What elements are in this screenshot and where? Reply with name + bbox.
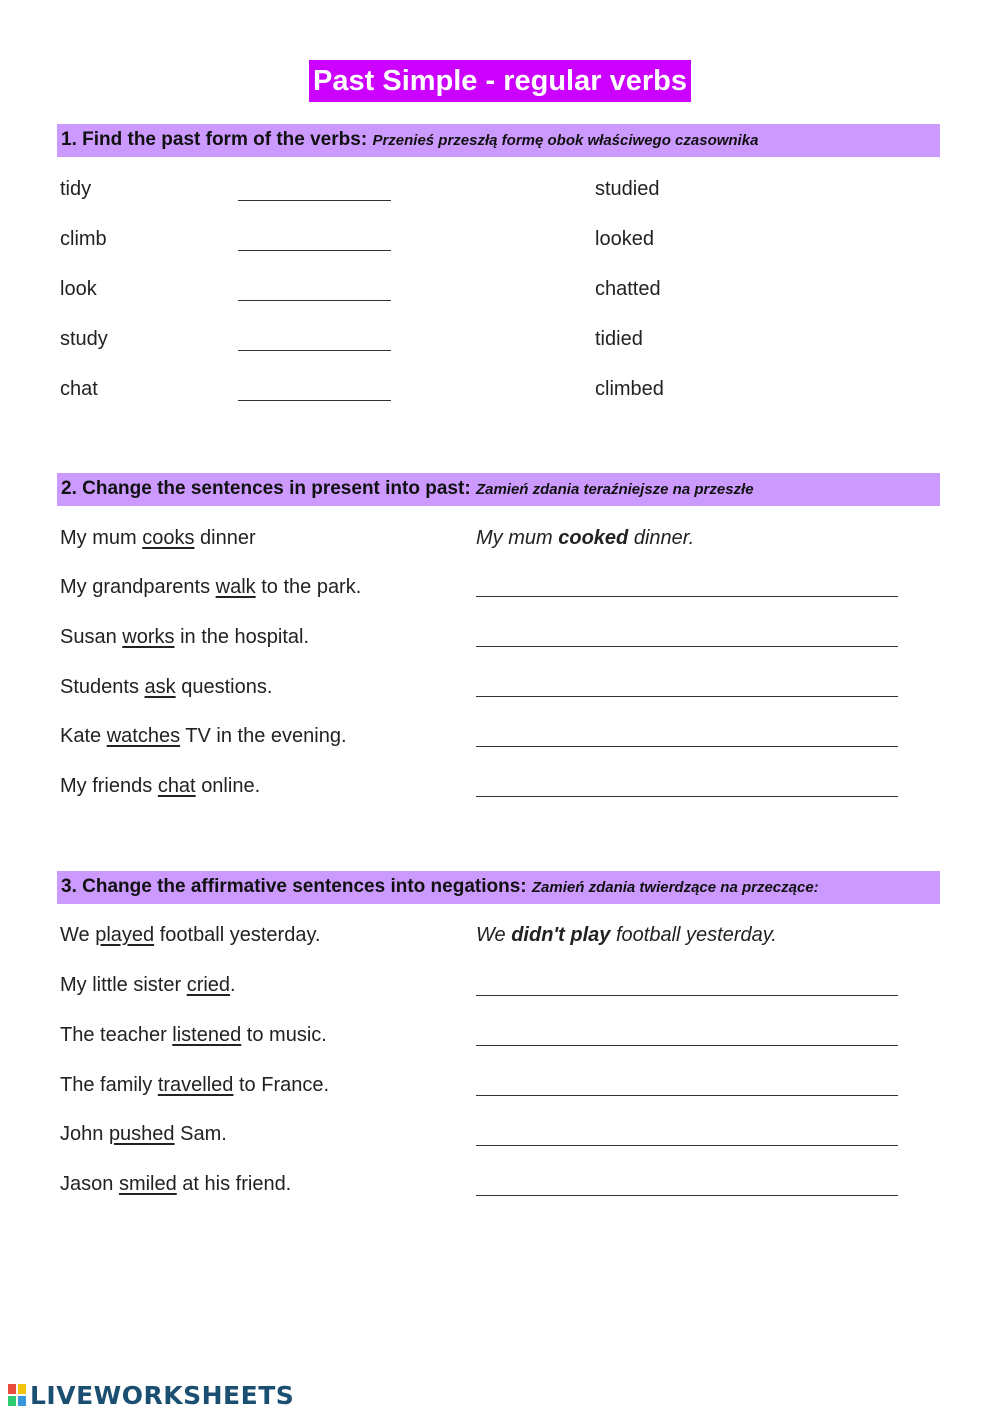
s3-example-answer xyxy=(476,922,777,948)
s3-example-post: football yesterday. xyxy=(615,924,777,946)
s3-answer-blank-6[interactable] xyxy=(476,1195,898,1196)
s3-verb-2: cried xyxy=(186,974,231,996)
s2-answer-blank-3[interactable] xyxy=(476,646,898,647)
s2-pre-5: Kate xyxy=(60,725,102,747)
verb-tidy: tidy xyxy=(60,178,92,200)
section1-title: 1. Find the past form of the verbs: xyxy=(61,129,368,150)
answer-studied[interactable]: studied xyxy=(595,178,660,200)
answer-looked[interactable]: looked xyxy=(595,228,654,250)
page-title: Past Simple - regular verbs xyxy=(309,60,691,102)
s2-post-5: TV in the evening. xyxy=(185,725,347,747)
s2-sentence-2 xyxy=(60,574,361,600)
section1-heading xyxy=(57,124,940,157)
answer-chatted[interactable]: chatted xyxy=(595,278,661,300)
s2-pre-3: Susan xyxy=(60,626,117,648)
s3-verb-5: pushed xyxy=(108,1123,175,1145)
s2-verb-4: ask xyxy=(144,676,176,698)
s3-sentence-4 xyxy=(60,1072,329,1098)
s3-answer-blank-2[interactable] xyxy=(476,995,898,996)
s2-sentence-3 xyxy=(60,624,309,650)
s3-post-5: Sam. xyxy=(180,1123,227,1145)
s2-example-pre: My mum xyxy=(476,527,553,549)
s3-post-2: . xyxy=(230,974,236,996)
verb-blank-4[interactable] xyxy=(238,350,391,351)
s3-verb-1: played xyxy=(95,924,155,946)
s3-answer-blank-5[interactable] xyxy=(476,1145,898,1146)
s2-answer-blank-4[interactable] xyxy=(476,696,898,697)
s2-verb-2: walk xyxy=(215,576,256,598)
s3-verb-6: smiled xyxy=(118,1173,177,1195)
s2-sentence-6 xyxy=(60,773,260,799)
logo-text: LIVEWORKSHEETS xyxy=(30,1380,295,1410)
s3-sentence-2 xyxy=(60,972,236,998)
s3-pre-5: John xyxy=(60,1123,104,1145)
answer-tidied[interactable]: tidied xyxy=(595,328,643,350)
s2-answer-blank-5[interactable] xyxy=(476,746,898,747)
s3-sentence-5 xyxy=(60,1121,227,1147)
section3-title: 3. Change the affirmative sentences into negations: xyxy=(61,876,527,897)
liveworksheets-logo xyxy=(8,1380,294,1410)
s2-verb-3: works xyxy=(122,626,175,648)
s2-pre-4: Students xyxy=(60,676,139,698)
verb-look: look xyxy=(60,278,97,300)
verb-blank-1[interactable] xyxy=(238,200,391,201)
s2-post-4: questions. xyxy=(181,676,273,698)
s3-example-verb: didn't play xyxy=(511,924,611,946)
verb-study: study xyxy=(60,328,108,350)
s2-example-post: dinner. xyxy=(633,527,695,549)
s3-pre-1: We xyxy=(60,924,90,946)
s3-post-3: to music. xyxy=(246,1024,327,1046)
s3-sentence-1 xyxy=(60,922,321,948)
section2-title: 2. Change the sentences in present into past: xyxy=(61,478,471,499)
s2-sentence-1 xyxy=(60,525,256,551)
verb-blank-5[interactable] xyxy=(238,400,391,401)
verb-chat: chat xyxy=(60,378,98,400)
s2-example-verb: cooked xyxy=(558,527,629,549)
s3-verb-3: listened xyxy=(172,1024,242,1046)
answer-climbed[interactable]: climbed xyxy=(595,378,664,400)
s3-post-6: at his friend. xyxy=(182,1173,292,1195)
s3-post-4: to France. xyxy=(238,1074,330,1096)
s3-example-pre: We xyxy=(476,924,506,946)
s3-answer-blank-4[interactable] xyxy=(476,1095,898,1096)
section3-heading xyxy=(57,871,940,904)
s2-pre-2: My grandparents xyxy=(60,576,211,598)
s2-answer-blank-6[interactable] xyxy=(476,796,898,797)
verb-blank-2[interactable] xyxy=(238,250,391,251)
s2-verb-5: watches xyxy=(106,725,181,747)
verb-climb: climb xyxy=(60,228,107,250)
s2-answer-blank-2[interactable] xyxy=(476,596,898,597)
s3-pre-4: The family xyxy=(60,1074,153,1096)
s3-pre-2: My little sister xyxy=(60,974,182,996)
s2-post-6: online. xyxy=(201,775,261,797)
section3-subtitle: Zamień zdania twierdzące na przeczące: xyxy=(531,879,819,896)
s2-post-3: in the hospital. xyxy=(180,626,310,648)
s3-sentence-3 xyxy=(60,1022,327,1048)
s2-example-answer xyxy=(476,525,694,551)
logo-squares-icon xyxy=(8,1384,26,1406)
s2-post-2: to the park. xyxy=(261,576,362,598)
s3-sentence-6 xyxy=(60,1171,291,1197)
section2-heading xyxy=(57,473,940,506)
s3-post-1: football yesterday. xyxy=(159,924,321,946)
s2-pre-1: My mum xyxy=(60,527,137,549)
s2-verb-6: chat xyxy=(157,775,196,797)
s3-verb-4: travelled xyxy=(157,1074,234,1096)
verb-blank-3[interactable] xyxy=(238,300,391,301)
s2-pre-6: My friends xyxy=(60,775,153,797)
s2-sentence-5 xyxy=(60,723,347,749)
s3-answer-blank-3[interactable] xyxy=(476,1045,898,1046)
section2-subtitle: Zamień zdania teraźniejsze na przeszłe xyxy=(475,481,754,498)
s2-sentence-4 xyxy=(60,674,272,700)
s3-pre-6: Jason xyxy=(60,1173,114,1195)
s2-verb-1: cooks xyxy=(142,527,195,549)
title-wrap xyxy=(0,60,1000,102)
section1-subtitle: Przenieś przeszłą formę obok właściwego czasownika xyxy=(372,132,759,149)
s3-pre-3: The teacher xyxy=(60,1024,167,1046)
s2-post-1: dinner xyxy=(200,527,256,549)
